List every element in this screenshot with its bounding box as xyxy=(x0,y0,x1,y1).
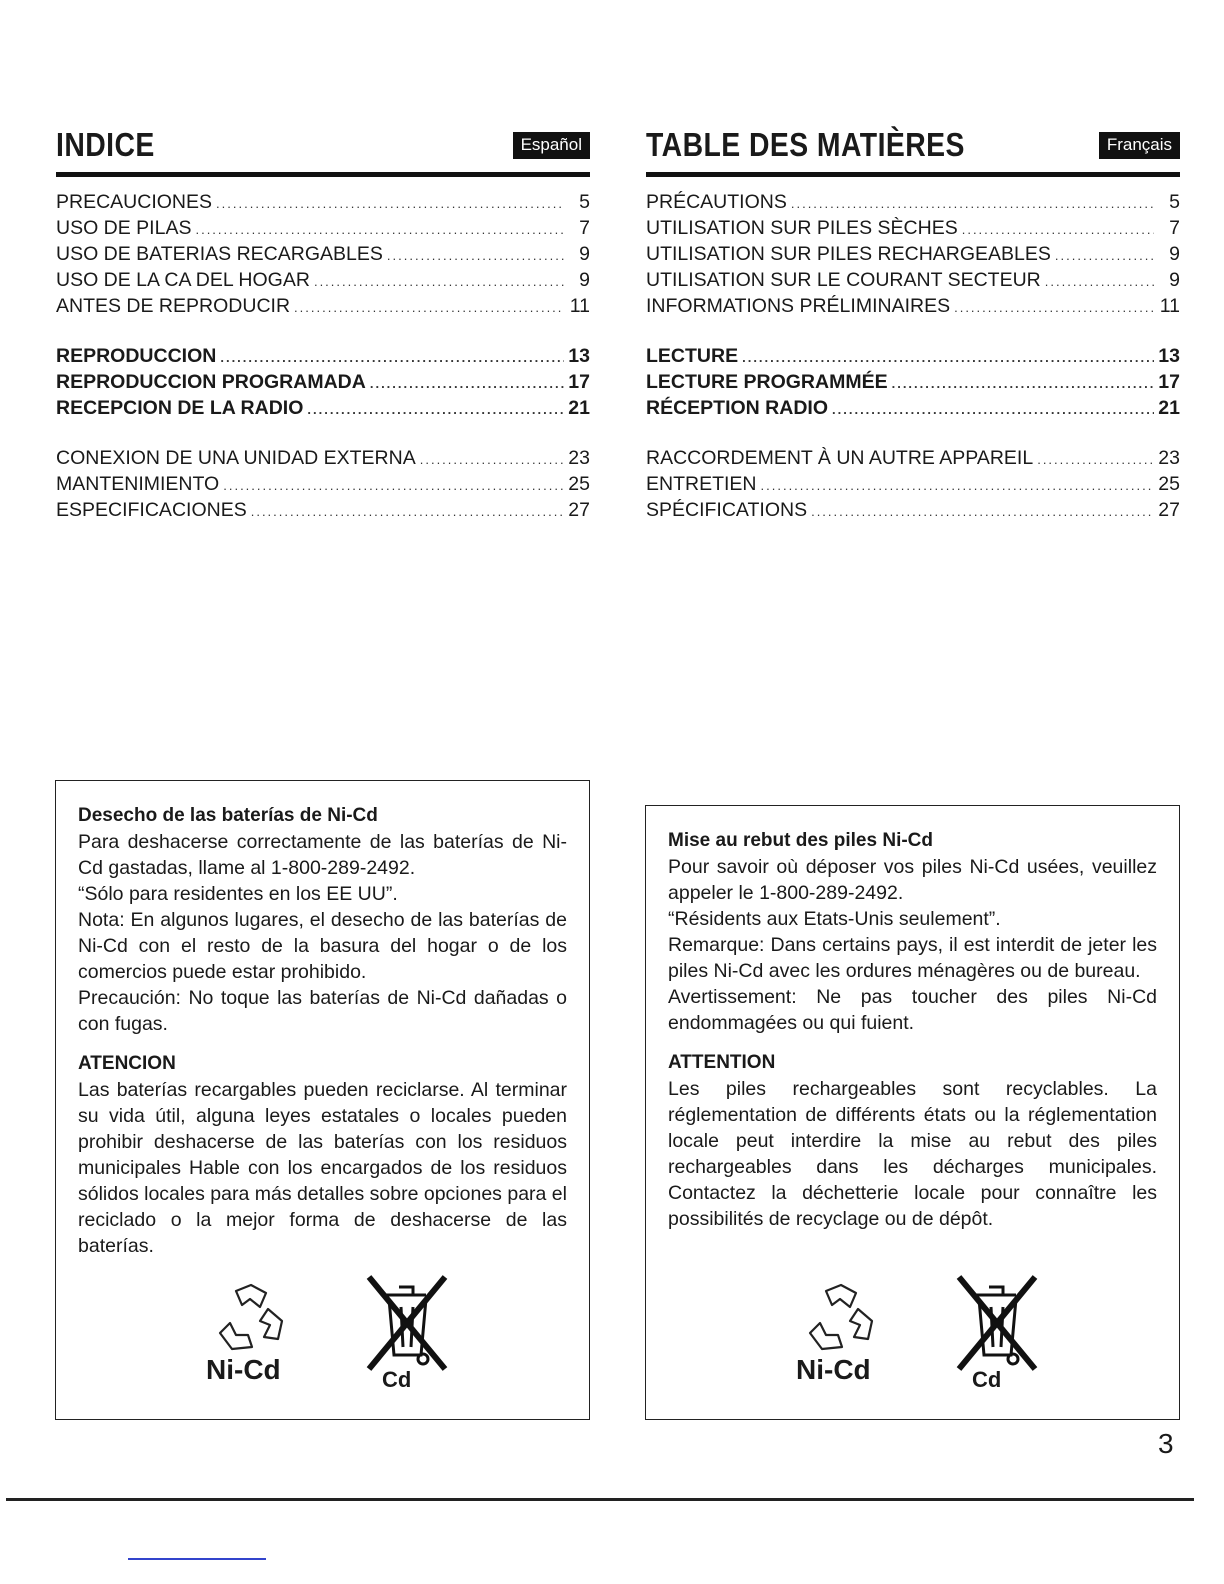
toc-entry xyxy=(646,215,1180,241)
notice-heading: Desecho de las baterías de Ni-Cd xyxy=(78,805,378,826)
toc-entry xyxy=(646,267,1180,293)
nicd-label: Ni-Cd xyxy=(796,1354,871,1385)
toc-entry-label: ANTES DE REPRODUCIR xyxy=(56,295,291,317)
notice-paragraph: Nota: En algunos lugares, el desecho de las baterías de Ni-Cd con el resto de la basura del hogar o de los comercios puede estar prohibido. xyxy=(78,909,567,983)
toc-dot-leader xyxy=(1055,243,1154,269)
toc-column-fr xyxy=(646,122,1180,547)
header-rule-es xyxy=(56,172,590,177)
toc-dot-leader xyxy=(307,397,564,423)
toc-entry xyxy=(646,445,1180,471)
toc-title-fr: TABLE DES MATIÈRES xyxy=(646,126,965,163)
toc-entry-label: USO DE PILAS xyxy=(56,217,192,239)
toc-entry-page: 17 xyxy=(568,371,590,393)
toc-entry-page: 21 xyxy=(568,397,590,419)
toc-dot-leader xyxy=(761,473,1154,499)
toc-entry xyxy=(646,293,1180,319)
toc-entry xyxy=(56,215,590,241)
toc-dot-leader xyxy=(1037,447,1154,473)
notice-paragraph: “Résidents aux Etats-Unis seulement”. xyxy=(668,908,1001,930)
toc-group xyxy=(56,445,590,523)
toc-entry-page: 23 xyxy=(568,447,590,469)
toc-column-es xyxy=(56,122,590,547)
toc-dot-leader xyxy=(791,191,1154,217)
toc-group xyxy=(646,445,1180,523)
toc-entry-page: 7 xyxy=(1169,217,1180,239)
toc-dot-leader xyxy=(220,345,564,371)
toc-group xyxy=(646,189,1180,319)
toc-dot-leader xyxy=(962,217,1154,243)
toc-list-es xyxy=(56,189,590,523)
toc-entry-page: 25 xyxy=(568,473,590,495)
toc-entry xyxy=(56,343,590,369)
toc-entry xyxy=(56,293,590,319)
toc-entry xyxy=(646,343,1180,369)
toc-dot-leader xyxy=(216,191,564,217)
toc-dot-leader xyxy=(420,447,564,473)
toc-entry-page: 23 xyxy=(1158,447,1180,469)
toc-dot-leader xyxy=(370,371,564,397)
toc-entry-page: 13 xyxy=(1158,345,1180,367)
toc-entry-page: 5 xyxy=(579,191,590,213)
toc-entry-page: 27 xyxy=(568,499,590,521)
toc-entry xyxy=(646,395,1180,421)
attention-heading: ATTENTION xyxy=(668,1052,776,1073)
toc-entry xyxy=(56,445,590,471)
toc-entry-label: CONEXION DE UNA UNIDAD EXTERNA xyxy=(56,447,416,469)
toc-entry-label: MANTENIMIENTO xyxy=(56,473,220,495)
toc-entry xyxy=(56,241,590,267)
toc-entry-label: SPÉCIFICATIONS xyxy=(646,499,808,521)
toc-entry-label: RACCORDEMENT À UN AUTRE APPAREIL xyxy=(646,447,1034,469)
toc-entry xyxy=(56,369,590,395)
toc-dot-leader xyxy=(742,345,1154,371)
toc-entry-page: 11 xyxy=(1159,295,1180,317)
toc-entry-label: UTILISATION SUR LE COURANT SECTEUR xyxy=(646,269,1041,291)
cd-label: Cd xyxy=(972,1367,1002,1392)
toc-dot-leader xyxy=(954,295,1154,321)
toc-entry-page: 21 xyxy=(1158,397,1180,419)
toc-entry-label: RÉCEPTION RADIO xyxy=(646,397,829,419)
toc-group xyxy=(646,343,1180,421)
toc-entry-label: REPRODUCCION xyxy=(56,345,217,367)
toc-header-es xyxy=(56,122,590,172)
toc-dot-leader xyxy=(811,499,1154,525)
notice-heading: Mise au rebut des piles Ni-Cd xyxy=(668,830,933,851)
toc-dot-leader xyxy=(314,269,564,295)
header-rule-fr xyxy=(646,172,1180,177)
toc-entry-page: 25 xyxy=(1158,473,1180,495)
toc-dot-leader xyxy=(387,243,564,269)
toc-dot-leader xyxy=(223,473,564,499)
toc-group xyxy=(56,189,590,319)
toc-dot-leader xyxy=(251,499,564,525)
toc-title-es: INDICE xyxy=(56,126,155,163)
toc-entry-page: 27 xyxy=(1158,499,1180,521)
battery-notice-es xyxy=(55,780,590,1420)
toc-entry xyxy=(646,241,1180,267)
battery-notice-fr xyxy=(645,805,1180,1420)
toc-entry-page: 5 xyxy=(1169,191,1180,213)
language-badge-fr: Français xyxy=(1099,132,1180,159)
toc-entry xyxy=(56,189,590,215)
toc-entry-label: ESPECIFICACIONES xyxy=(56,499,247,521)
page-number: 3 xyxy=(1158,1428,1174,1459)
bottom-rule xyxy=(6,1498,1194,1501)
toc-entry xyxy=(56,395,590,421)
toc-group xyxy=(56,343,590,421)
toc-entry xyxy=(646,369,1180,395)
blue-underline xyxy=(128,1558,266,1560)
toc-entry-page: 9 xyxy=(579,269,590,291)
toc-list-fr xyxy=(646,189,1180,523)
toc-entry-page: 9 xyxy=(1169,269,1180,291)
toc-entry-label: USO DE LA CA DEL HOGAR xyxy=(56,269,310,291)
crossed-bin-icon xyxy=(951,1273,1041,1373)
toc-entry-label: PRECAUCIONES xyxy=(56,191,213,213)
toc-entry-label: LECTURE xyxy=(646,345,739,367)
notice-paragraph: Para deshacerse correctamente de las baterías de Ni-Cd gastadas, llame al 1-800-289-2492. xyxy=(78,831,567,879)
toc-entry-page: 9 xyxy=(1169,243,1180,265)
toc-entry xyxy=(56,497,590,523)
toc-entry-label: ENTRETIEN xyxy=(646,473,757,495)
crossed-bin-icon xyxy=(361,1273,451,1373)
toc-dot-leader xyxy=(195,217,564,243)
attention-text: Les piles rechargeables sont recyclables. La réglementation de différents états ou la réglementation locale peut interdire la mise au rebut des piles rechargeables dans les décharges municipales. Contactez la déchetterie locale pour connaître les possibilités de recyclage ou de dépôt. xyxy=(668,1078,1157,1230)
notice-paragraph: Remarque: Dans certains pays, il est interdit de jeter les piles Ni-Cd avec les ordures ménagères ou de bureau. xyxy=(668,934,1157,982)
notice-paragraph: Pour savoir où déposer vos piles Ni-Cd usées, veuillez appeler le 1-800-289-2492. xyxy=(668,856,1157,904)
attention-heading: ATENCION xyxy=(78,1053,176,1074)
notice-paragraph: Avertissement: Ne pas toucher des piles Ni-Cd endommagées ou qui fuient. xyxy=(668,986,1157,1034)
toc-entry-page: 11 xyxy=(569,295,590,317)
toc-entry xyxy=(646,189,1180,215)
toc-entry-label: INFORMATIONS PRÉLIMINAIRES xyxy=(646,295,951,317)
toc-entry xyxy=(56,471,590,497)
recycling-icons xyxy=(56,1273,589,1403)
toc-entry xyxy=(646,471,1180,497)
toc-dot-leader xyxy=(1045,269,1154,295)
toc-dot-leader xyxy=(892,371,1154,397)
toc-entry-label: USO DE BATERIAS RECARGABLES xyxy=(56,243,383,265)
toc-entry-label: UTILISATION SUR PILES RECHARGEABLES xyxy=(646,243,1051,265)
toc-entry-label: RECEPCION DE LA RADIO xyxy=(56,397,304,419)
toc-entry-label: REPRODUCCION PROGRAMADA xyxy=(56,371,366,393)
toc-entry-label: PRÉCAUTIONS xyxy=(646,191,787,213)
toc-entry-page: 7 xyxy=(579,217,590,239)
toc-entry xyxy=(646,497,1180,523)
toc-entry-label: UTILISATION SUR PILES SÈCHES xyxy=(646,217,958,239)
notice-paragraph: “Sólo para residentes en los EE UU”. xyxy=(78,883,398,905)
toc-entry-page: 17 xyxy=(1158,371,1180,393)
language-badge-es: Español xyxy=(513,132,590,159)
attention-text: Las baterías recargables pueden reciclarse. Al terminar su vida útil, alguna leyes estatales o locales pueden prohibir deshacerse de las baterías con los residuos municipales Hable con los encargados de los residuos sólidos locales para más detalles sobre opciones para el reciclado o la mejor forma de deshacerse de las baterías. xyxy=(78,1079,567,1257)
nicd-label: Ni-Cd xyxy=(206,1354,281,1385)
toc-entry xyxy=(56,267,590,293)
toc-header-fr xyxy=(646,122,1180,172)
toc-entry-page: 13 xyxy=(568,345,590,367)
toc-dot-leader xyxy=(294,295,564,321)
notice-paragraph: Precaución: No toque las baterías de Ni-Cd dañadas o con fugas. xyxy=(78,987,567,1035)
toc-dot-leader xyxy=(832,397,1154,423)
recycling-icons xyxy=(646,1273,1179,1403)
toc-entry-page: 9 xyxy=(579,243,590,265)
toc-entry-label: LECTURE PROGRAMMÉE xyxy=(646,371,888,393)
cd-label: Cd xyxy=(382,1367,412,1392)
